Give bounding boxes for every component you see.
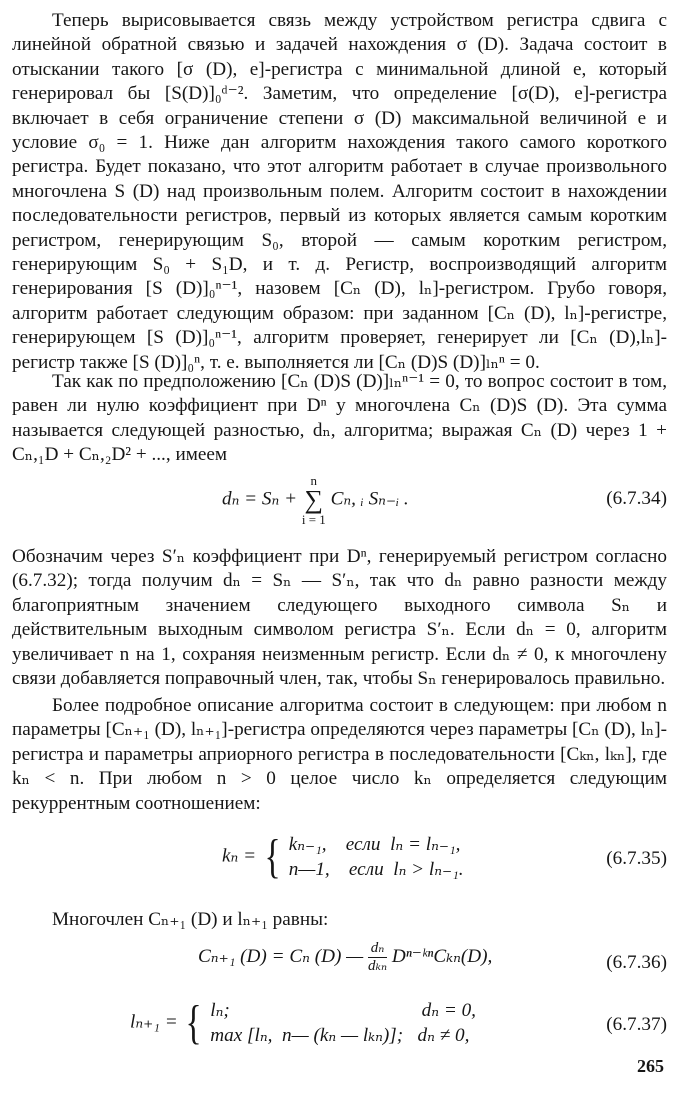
paragraph-2: Так как по предположению [Cₙ (D)S (D)]ₗₙⁿ⁻¹ = 0, то вопрос состоит в том, равен ли нулю коэффициент при Dⁿ у многочлена Cₙ (D)S (D). Эта сумма называется следующей разностью, dₙ, алгоритма; выражая Cₙ (D) через 1 + Cₙ,₁D + Cₙ,₂D² + ..., имеем xyxy=(12,371,667,466)
eq34-sum-top: n xyxy=(310,473,318,488)
eq35-case-2: n—1, если lₙ > lₙ₋₁. xyxy=(288,859,464,880)
eq37-lhs: lₙ₊₁ = xyxy=(130,1011,178,1033)
eq34-sum-symbol: ∑ xyxy=(304,485,324,514)
eq34-lhs: dₙ = Sₙ + xyxy=(222,488,298,510)
eq36-frac-num: dₙ xyxy=(368,940,387,958)
eq36-frac-den: dₖₙ xyxy=(368,958,388,974)
paragraph-1: Теперь вырисовывается связь между устройством регистра сдвига с линейной обратной связью и задачей нахождения σ (D). Задача состоит в отыскании такого [σ (D), e]-регистра с минимальной длиной e, который генерировал бы [S(D)]₀ᵈ⁻². Заметим, что определение [σ(D), e]-регистра включает в себя ограничение степени σ (D) максимальной величиной e и условие σ₀ = 1. Ниже дан алгоритм нахождения такого самого короткого регистра. Будет показано, что этот алгоритм работает в случае произвольного многочлена S (D) над произвольным полем. Алгоритм состоит в нахождении последовательности регистров, первый из которых является самым коротким регистром, генерирующим S₀, второй — самым коротким регистром, генерирующим S₀ + S₁D, и т. д. Регистр, воспроизводящий алгоритм генерирования [S (D)]₀ⁿ⁻¹, назовем [Cₙ (D), lₙ]-регистром. Грубо говоря, алгоритм работает следующим образом: при заданном [Cₙ (D), lₙ]-регистре, генерирующем [S (D)]₀ⁿ⁻¹, алгоритм проверяет, генерирует ли [Cₙ (D),lₙ]-регистр также [S (D)]₀ⁿ, т. е. выполняется ли [Cₙ (D)S (D)]ₗₙⁿ = 0. xyxy=(12,10,667,373)
eq34-sum xyxy=(302,474,326,526)
eq36-lhs: Cₙ₊₁ (D) = Cₙ (D) — xyxy=(198,945,364,967)
equation-number: (6.7.36) xyxy=(606,952,667,973)
equation-6-7-36 xyxy=(12,940,667,990)
equation-6-7-37 xyxy=(12,998,667,1054)
eq37-case-1: lₙ; dₙ = 0, xyxy=(210,1000,476,1021)
equation-number: (6.7.34) xyxy=(606,488,667,509)
eq35-cases xyxy=(289,832,464,882)
paragraph-3: Обозначим через S′ₙ коэффициент при Dⁿ, генерируемый регистром согласно (6.7.32); тогда получим dₙ = Sₙ — S′ₙ, так что dₙ равно разности между благоприятным значением следующего выходного символа Sₙ и действительным выходным символом регистра S′ₙ. Если dₙ = 0, алгоритм увеличивает n на 1, сохраняя неизменным регистр. Если dₙ ≠ 0, к многочлену связи добавляется поправочный член, так, чтобы Sₙ генерировалось правильно. xyxy=(12,546,667,690)
eq35-case-1: kₙ₋₁, если lₙ = lₙ₋₁, xyxy=(288,834,461,855)
eq34-rhs: Cₙ, ᵢ Sₙ₋ᵢ . xyxy=(330,488,409,510)
eq36-rhs: Dⁿ⁻ᵏⁿCₖₙ(D), xyxy=(391,945,493,967)
equation-6-7-34 xyxy=(12,474,667,528)
eq37-cases xyxy=(210,998,476,1048)
left-brace: { xyxy=(185,996,203,1049)
eq37-case-2: max [lₙ, n— (kₙ — lₖₙ)]; dₙ ≠ 0, xyxy=(210,1025,470,1046)
eq36-fraction xyxy=(368,940,387,975)
eq35-lhs: kₙ = xyxy=(222,845,257,867)
page-number: 265 xyxy=(637,1056,664,1076)
paragraph-4: Более подробное описание алгоритма состоит в следующем: при любом n параметры [Cₙ₊₁ (D), lₙ₊₁]-регистра определяются через параметры [Cₙ (D), lₙ]-регистра и параметры априорного регистра в последовательности [Cₖₙ, lₖₙ], где kₙ < n. При любом n > 0 целое число kₙ определяется следующим рекуррентным соотношением: xyxy=(12,695,667,814)
eq34-sum-bottom: i = 1 xyxy=(301,512,326,527)
equation-6-7-35 xyxy=(12,832,667,888)
left-brace: { xyxy=(264,830,281,883)
equation-number: (6.7.37) xyxy=(606,1014,667,1035)
paragraph-5: Многочлен Cₙ₊₁ (D) и lₙ₊₁ равны: xyxy=(52,909,329,930)
equation-number: (6.7.35) xyxy=(606,848,667,869)
